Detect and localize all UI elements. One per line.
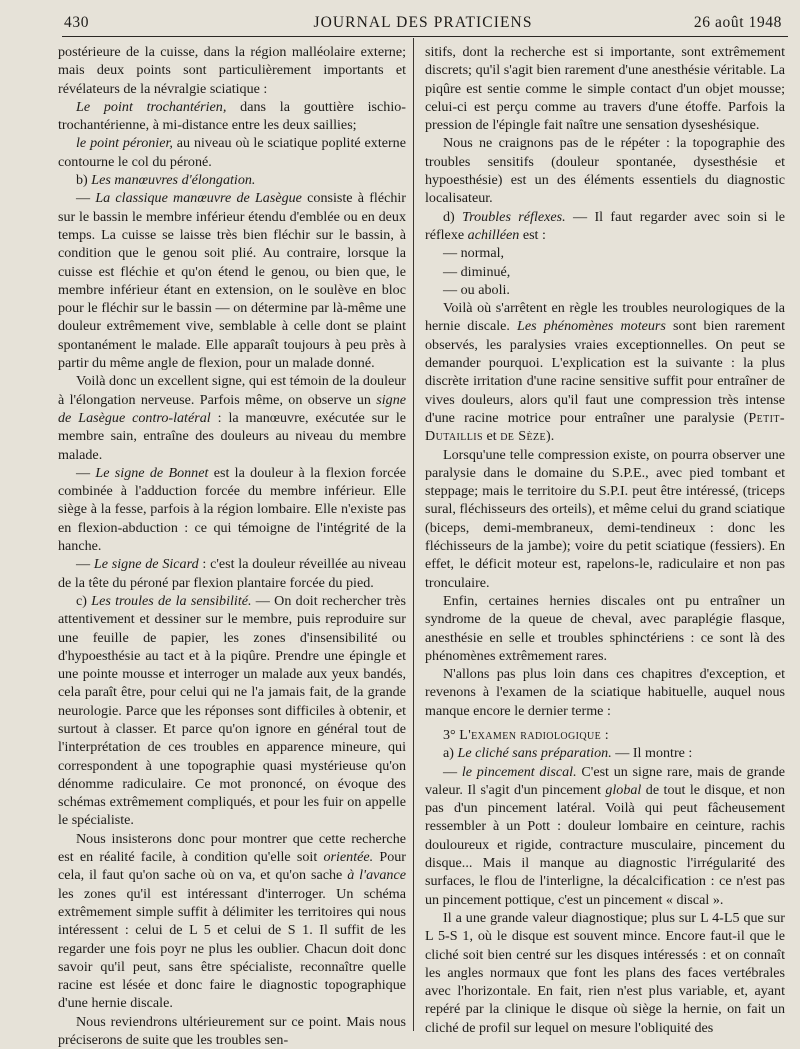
section-heading: b) Les manœuvres d'élongation.: [76, 172, 256, 189]
paragraph: sitifs, dont la recherche est si importante, sont extrêmement discrets; qu'il s'agit bien rarement d'une anesthésie véritable. La piqûre est sentie comme le simple contact d'un objet mousse; celui-ci est perçu comme au travers d'une étoffe. Parfois la pression de l'épingle fait naître une sensation dyseshésique.: [425, 44, 785, 134]
paragraph: Il a une grande valeur diagnostique; plus sur L 4-L5 que sur L 5-S 1, où le disque est souvent mince. Encore faut-il que le cliché soit bien centré sur les disques intéressés : et on connaît les angles normaux que font les plans des faces vertébrales avec l'horizontale. En fait, rien n'est plus variable, et, ayant repéré par la clinique le disque où siège la hernie, on fait un cliché de profil sur lequel on mesure l'obliquité des: [425, 909, 785, 1036]
paragraph: — La classique manœuvre de Lasègue consiste à fléchir sur le bassin le membre inférieur étendu d'emblée ou en deux temps. La cuisse se laisse très bien fléchir sur le bassin, à condition que le genou soit plié. Au contraire, lorsque la cuisse est fléchie et qu'on étend le genou, ou bien que, le membre inférieur étant en extension, on le soulève en bloc pour le fléchir sur le bassin — on détermine par là-même une douleur extrêmement vive, semblable à celle dont se plaint spontanément le malade. Elle apparaît toujours à peu près à partir du même angle de flexion, pour un malade donné.: [58, 190, 407, 372]
paragraph: Nous insisterons donc pour montrer que cette recherche est en réalité facile, à condition qu'elle soit orientée. Pour cela, il faut qu'on sache où on va, et qu'on sache à l'avance les zones qu'il est intéressant d'interroger. Un schéma extrêmement simple suffit à délimiter les territoires qui nous intéressent : celui de L 5 et celui de S 1. Il suffit de les regarder une fois poyr ne plus les oublier. Chacun doit donc savoir qu'il peut, sans être spécialiste, reconnaître quelle racine est lésée et donc faire le diagnostic topographique d'une hernie discale.: [58, 830, 407, 1012]
paragraph: Le point trochantérien, dans la gouttière ischio-trochantérienne, à mi-distance entre les deux saillies;: [58, 98, 406, 134]
list-item: — diminué,: [443, 263, 511, 280]
section-heading: 3° L'examen radiologique :: [443, 726, 609, 743]
paragraph: Nous reviendrons ultérieurement sur ce point. Mais nous préciserons de suite que les troubles sen-: [58, 1013, 406, 1049]
list-item: — normal,: [443, 245, 505, 262]
paragraph: Lorsqu'une telle compression existe, on pourra observer une paralysie dans le domaine du S.P.E., avec pied tombant et steppage; mais le territoire du S.P.I. peut être intéressé, (triceps sural, fléchisseurs des orteils), et même celui du grand sciatique (biceps, demi-membraneux, demi-tendineux : donc les fléchisseurs de la jambe); voire du petit sciatique (fessiers). En effet, le déficit moteur est, rapelons-le, radiculaire et non pas tronculaire.: [425, 446, 785, 591]
paragraph: — le pincement discal. C'est un signe rare, mais de grande valeur. Il s'agit d'un pincement global de tout le disque, et non pas d'un pincement latéral. Voilà qui peut fâcheusement ressembler à un Pott : douleur lombaire en ceinture, rachis douloureux et rigide, contracture musculaire, pincement du disque... Mais il manque au diagnostic l'irrégularité des surfaces, le flou de l'interligne, la décalcification : ce n'est pas un pincement pottique, c'est un pincement « discal ».: [425, 763, 786, 908]
right-column: [425, 43, 786, 1036]
journal-title: JOURNAL DES PRATICIENS: [313, 14, 533, 31]
section-heading: d) Troubles réflexes. — Il faut regarder avec soin si le réflexe achilléen est :: [425, 208, 785, 243]
paragraph: Nous ne craignons pas de le répéter : la topographie des troubles sensitifs (douleur spontanée, dysesthésie et hypoesthésie) est un des éléments essentiels du diagnostic localisateur.: [425, 135, 785, 207]
column-divider: [413, 38, 414, 1031]
running-header: [64, 14, 782, 36]
paragraph: N'allons pas plus loin dans ces chapitres d'exception, et revenons à l'examen de la sciatique habituelle, auquel nous manque encore le dernier terme :: [425, 666, 785, 719]
paragraph: c) Les troules de la sensibilité. — On doit rechercher très attentivement et dessiner sur le membre, puis reproduire sur une feuille de papier, les zones d'insensibilité ou d'hypoesthésie au tact et à la piqûre. Prendre une épingle et une pointe mousse et interroger un malade aux yeux bandés, cela paraît être, pour celui qui ne l'a jamais fait, de la grande neurologie. Parce que les réponses sont difficiles à obtenir, et surtout à classer. Et parce qu'on ignore en général tout de l'interprétation de ces troubles en apparence mineure, qui correspondent à une topographie quasi mystérieuse qu'on dénomme radiculaire. Ce mot prononcé, on évoque des schémas extrêmement compliqués, et pour les fuir on appelle le spécialiste.: [58, 592, 406, 829]
paragraph: Voilà où s'arrêtent en règle les troubles neurologiques de la hernie discale. Les phénomènes moteurs sont bien rarement observés, les paralysies vraies exceptionnelles. On peut se demander pourquoi. L'explication est la suivante : la plus discrète irritation d'une racine sensitive suffit pour entraîner de vives douleurs, alors qu'il faut une compression très intense d'une racine motrice pour entraîner une paralysie (Petit-Dutaillis et de Sèze).: [425, 300, 785, 445]
paragraph: postérieure de la cuisse, dans la région malléolaire externe; mais deux points sont particulièrement importants et révélateurs de la névralgie sciatique :: [58, 44, 406, 97]
left-column: [58, 43, 407, 1049]
page-number: 430: [64, 14, 90, 31]
header-rule: [62, 36, 788, 37]
paragraph: le point péronier, au niveau où le sciatique poplité externe contourne le col du péroné.: [58, 135, 406, 170]
issue-date: 26 août 1948: [693, 14, 782, 31]
paragraph: — Le signe de Sicard : c'est la douleur réveillée au niveau de la tête du péroné par flexion plantaire forcée du pied.: [58, 556, 406, 591]
paragraph: Enfin, certaines hernies discales ont pu entraîner un syndrome de la queue de cheval, avec paraplégie flasque, anesthésie en selle et troubles sphinctériens : ce sont là des phénomènes extrêmement rares.: [425, 592, 785, 664]
section-heading: a) Le cliché sans préparation. — Il montre :: [443, 745, 693, 762]
list-item: — ou aboli.: [443, 281, 510, 298]
paragraph: Voilà donc un excellent signe, qui est témoin de la douleur à l'élongation nerveuse. Parfois même, on observe un signe de Lasègue contro-latéral : la manœuvre, exécutée sur le membre sain, entraîne des douleurs au niveau du membre malade.: [58, 373, 407, 463]
paragraph: — Le signe de Bonnet est la douleur à la flexion forcée combinée à l'adduction forcée du membre inférieur. Elle siège à la fesse, parfois à la région lombaire. Elle n'existe pas en flexion-abduction : ce qui témoigne de l'intégrité de la hanche.: [58, 464, 406, 555]
